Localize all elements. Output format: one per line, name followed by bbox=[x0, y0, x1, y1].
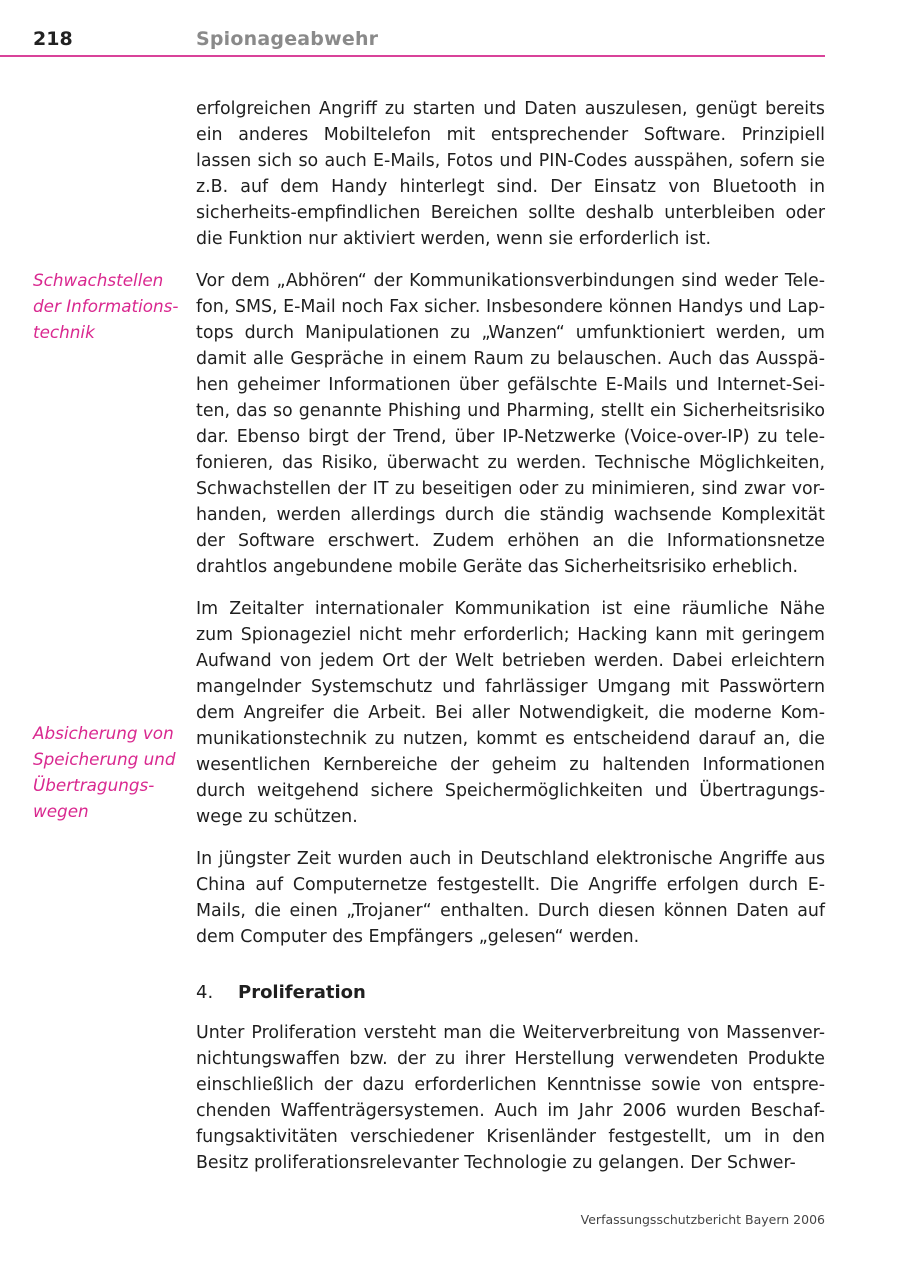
paragraph: Im Zeitalter internationaler Kommunikation ist eine räumliche Nähe zum Spionageziel nicht mehr erforderlich; Hacking kann mit geringem Aufwand von jedem Ort der Welt betrieben werden. Dabei erleichtern mangelnder Systemschutz und fahrlässiger Umgang mit Passwörtern dem Angreifer die Arbeit. Bei aller Notwendigkeit, die moderne Kom-munikationstechnik zu nutzen, kommt es entscheidend darauf an, die wesentlichen Kernbereiche der geheim zu haltenden Informationen durch weitgehend sichere Speichermöglichkeiten und Übertragungs-wege zu schützen. bbox=[196, 599, 825, 827]
section-title: Proliferation bbox=[238, 982, 366, 1003]
header-divider bbox=[0, 55, 825, 57]
running-header-title: Spionageabwehr bbox=[196, 28, 379, 50]
section-heading bbox=[196, 980, 825, 1006]
paragraph: In jüngster Zeit wurden auch in Deutschland elektronische Angriffe aus China auf Computernetze festgestellt. Die Angriffe erfolgen durch E-Mails, die einen „Trojaner“ enthalten. Durch diesen können Daten auf dem Computer des Empfängers „gelesen“ werden. bbox=[196, 849, 825, 947]
page-footer: Verfassungsschutzbericht Bayern 2006 bbox=[580, 1212, 825, 1227]
margin-note-schwachstellen: Schwachstellen der Informations-technik bbox=[33, 270, 179, 342]
paragraph: Vor dem „Abhören“ der Kommunikationsverbindungen sind weder Tele-fon, SMS, E-Mail noch Fax sicher. Insbesondere können Handys und Lap-tops durch Manipulationen zu „Wanzen“ umfunktioniert werden, um damit alle Gespräche in einem Raum zu belauschen. Auch das Ausspä-hen geheimer Informationen über gefälschte E-Mails und Internet-Sei-ten, das so genannte Phishing und Pharming, stellt ein Sicherheitsrisiko dar. Ebenso birgt der Trend, über IP-Netzwerke (Voice-over-IP) zu tele-fonieren, das Risiko, überwacht zu werden. Technische Möglichkeiten, Schwachstellen der IT zu beseitigen oder zu minimieren, sind zwar vor-handen, werden allerdings durch die ständig wachsende Komplexität der Software erschwert. Zudem erhöhen an die Informationsnetze drahtlos angebundene mobile Geräte das Sicherheitsrisiko erheblich. bbox=[196, 271, 825, 577]
section-number: 4. bbox=[196, 982, 214, 1003]
margin-note-absicherung: Absicherung von Speicherung und Übertragungs-wegen bbox=[33, 723, 176, 821]
paragraph: Unter Proliferation versteht man die Weiterverbreitung von Massenver-nichtungswaffen bzw. der zu ihrer Herstellung verwendeten Produkte einschließlich der dazu erforderlichen Kenntnisse sowie von entspre-chenden Waffenträgersystemen. Auch im Jahr 2006 wurden Beschaf-fungsaktivitäten verschiedener Krisenländer festgestellt, um in den Besitz proliferationsrelevanter Technologie zu gelangen. Der Schwer- bbox=[196, 1023, 825, 1173]
page-number: 218 bbox=[33, 28, 73, 50]
body-text bbox=[196, 96, 825, 1192]
paragraph: erfolgreichen Angriff zu starten und Daten auszulesen, genügt bereits ein anderes Mobiltelefon mit entsprechender Software. Prinzipiell lassen sich so auch E-Mails, Fotos und PIN-Codes ausspähen, sofern sie z.B. auf dem Handy hinterlegt sind. Der Einsatz von Bluetooth in sicherheits-empfindlichen Bereichen sollte deshalb unterbleiben oder die Funktion nur aktiviert werden, wenn sie erforderlich ist. bbox=[196, 99, 825, 249]
